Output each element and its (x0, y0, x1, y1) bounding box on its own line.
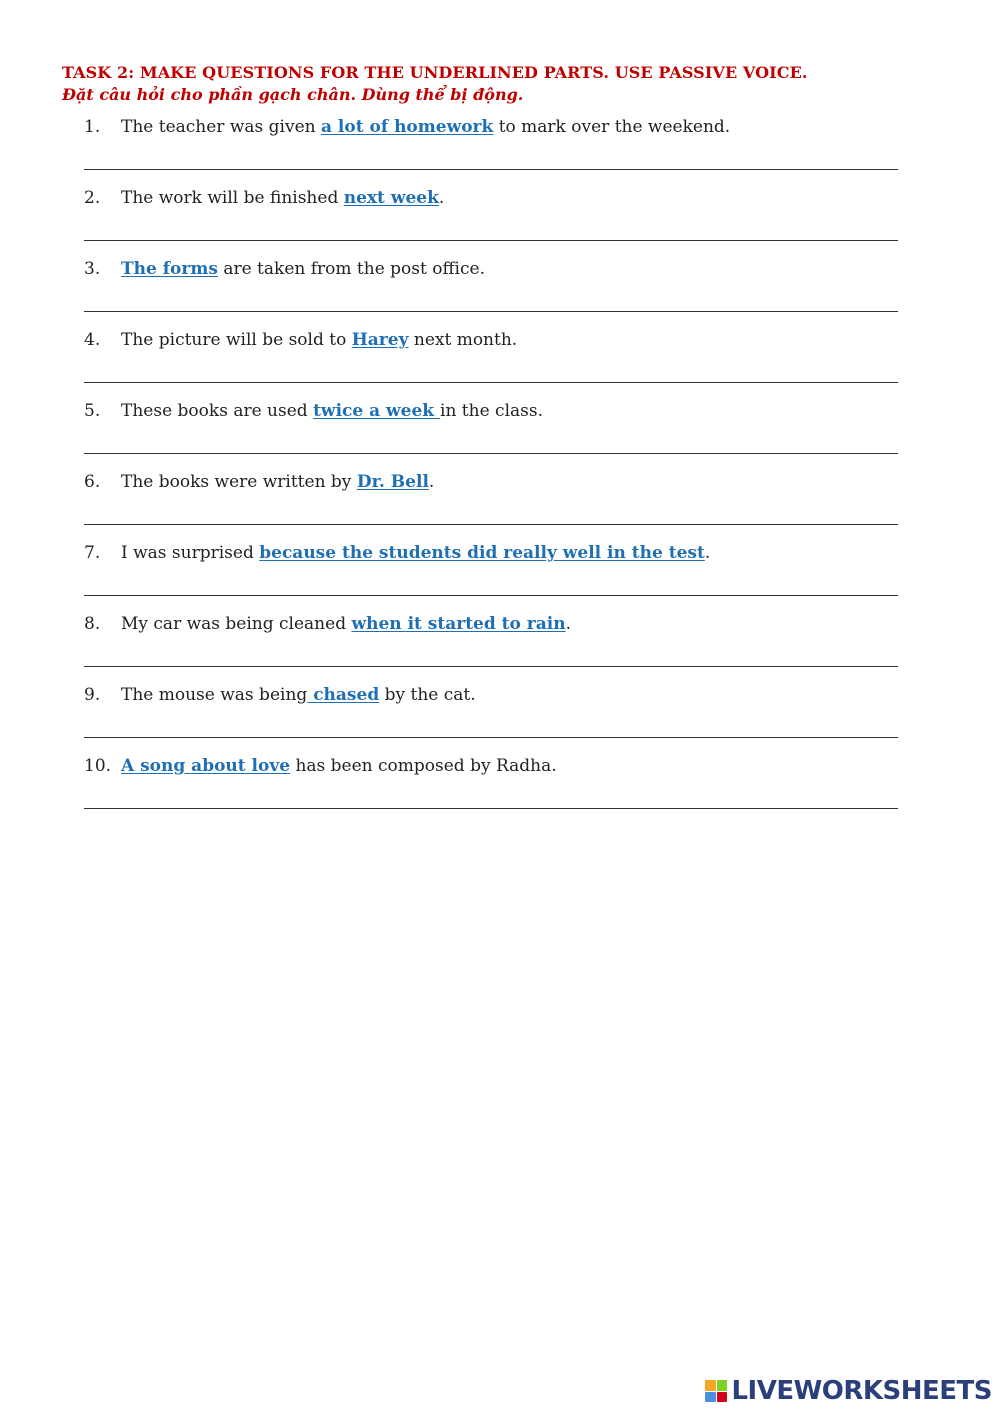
question-item (84, 682, 898, 753)
question-text-after: . (704, 543, 711, 563)
question-number: 6. (84, 472, 101, 492)
question-text-before: These books are used (121, 401, 314, 421)
underlined-part: next week (343, 188, 439, 208)
question-list (84, 114, 898, 824)
question-text-after: has been composed by Radha. (290, 756, 557, 776)
question-text-after: . (565, 614, 571, 634)
logo-square-4 (717, 1392, 728, 1403)
question-item (84, 398, 898, 469)
answer-line[interactable] (84, 453, 898, 454)
underlined-part: a lot of homework (321, 117, 494, 137)
underlined-part: when it started to rain (351, 614, 566, 634)
question-sentence (84, 469, 434, 495)
liveworksheets-logo-icon (705, 1380, 727, 1402)
underlined-part: Dr. Bell (356, 472, 429, 492)
task-subtitle: Đặt câu hỏi cho phần gạch chân. Dùng thể bị động. (62, 85, 524, 104)
question-number: 8. (84, 614, 101, 634)
question-text-after: to mark over the weekend. (493, 117, 731, 137)
underlined-part: twice a week (313, 401, 441, 421)
question-sentence (84, 753, 557, 779)
underlined-part: because the students did really well in the test (259, 543, 705, 563)
question-text-before: The work will be finished (121, 188, 344, 208)
answer-line[interactable] (84, 808, 898, 809)
underlined-part: chased (307, 685, 380, 705)
question-text-before: The books were written by (121, 472, 357, 492)
question-number: 9. (84, 685, 101, 705)
logo-square-2 (717, 1380, 728, 1391)
answer-line[interactable] (84, 240, 898, 241)
question-text-after: are taken from the post office. (217, 259, 485, 279)
question-item (84, 114, 898, 185)
question-text-after: in the class. (440, 401, 543, 421)
underlined-part: Harey (351, 330, 409, 350)
liveworksheets-logo (705, 1377, 992, 1405)
question-text-after: by the cat. (379, 685, 476, 705)
question-sentence (84, 540, 710, 566)
question-number: 10. (84, 756, 112, 776)
logo-text: LIVEWORKSHEETS (731, 1376, 992, 1406)
task-title: TASK 2: MAKE QUESTIONS FOR THE UNDERLINED PARTS. USE PASSIVE VOICE. (62, 63, 808, 82)
question-text-after: . (438, 188, 445, 208)
question-number: 7. (84, 543, 101, 563)
answer-line[interactable] (84, 169, 898, 170)
task-header (62, 62, 922, 106)
question-item (84, 327, 898, 398)
question-item (84, 753, 898, 824)
question-item (84, 469, 898, 540)
underlined-part: A song about love (121, 756, 291, 776)
answer-line[interactable] (84, 595, 898, 596)
question-number: 2. (84, 188, 101, 208)
question-text-before: My car was being cleaned (121, 614, 352, 634)
question-number: 4. (84, 330, 101, 350)
question-number: 1. (84, 117, 101, 137)
answer-line[interactable] (84, 666, 898, 667)
question-sentence (84, 185, 444, 211)
answer-line[interactable] (84, 737, 898, 738)
question-item (84, 185, 898, 256)
question-item (84, 611, 898, 682)
question-number: 3. (84, 259, 101, 279)
question-sentence (84, 327, 517, 353)
answer-line[interactable] (84, 311, 898, 312)
question-text-before: The picture will be sold to (121, 330, 352, 350)
logo-square-1 (705, 1380, 716, 1391)
logo-square-3 (705, 1392, 716, 1403)
question-sentence (84, 611, 571, 637)
question-text-after: next month. (408, 330, 518, 350)
question-item (84, 256, 898, 327)
question-text-after: . (428, 472, 435, 492)
underlined-part: The forms (121, 259, 218, 279)
question-number: 5. (84, 401, 101, 421)
question-text-before: The teacher was given (121, 117, 321, 137)
question-sentence (84, 398, 543, 424)
question-item (84, 540, 898, 611)
answer-line[interactable] (84, 524, 898, 525)
question-sentence (84, 256, 485, 282)
question-text-before: The mouse was being (121, 685, 308, 705)
answer-line[interactable] (84, 382, 898, 383)
question-sentence (84, 682, 476, 708)
question-sentence (84, 114, 730, 140)
question-text-before: I was surprised (121, 543, 260, 563)
